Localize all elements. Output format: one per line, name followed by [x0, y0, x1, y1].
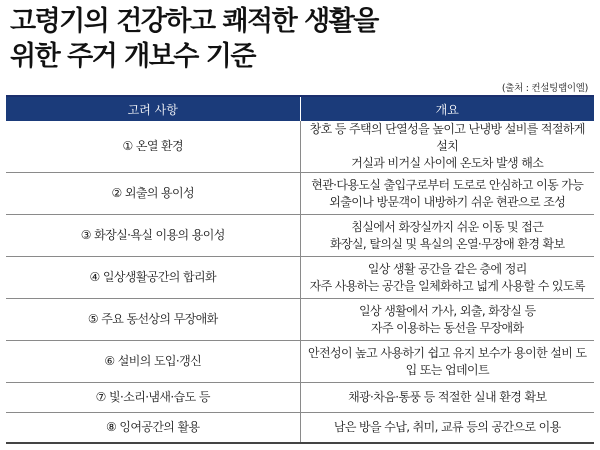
table-row: [6, 413, 594, 444]
row-item: ⑤ 주요 동선상의 무장애화: [6, 299, 300, 341]
title-line-1: 고령기의 건강하고 쾌적한 생활을: [10, 6, 378, 37]
table-header-row: [6, 96, 594, 121]
row-description: 채광·차음·통풍 등 적절한 실내 환경 확보: [300, 383, 594, 413]
description-line: 일상 생활 공간을 같은 층에 정리: [367, 261, 527, 276]
description-line: 창호 등 주택의 단열성을 높이고 난냉방 설비를 적절하게 설치: [309, 122, 585, 153]
row-item: ③ 화장실·욕실 이용의 용이성: [6, 215, 300, 257]
description-line: 화장실, 탈의실 및 욕실의 온열·무장애 환경 확보: [329, 236, 565, 251]
table-row: [6, 215, 594, 257]
row-description: [300, 299, 594, 341]
source-note: (출처 : 컨설팅랩이엘): [501, 83, 588, 94]
row-description: [300, 215, 594, 257]
row-description: 안전성이 높고 사용하기 쉽고 유지 보수가 용이한 설비 도입 또는 업데이트: [300, 341, 594, 383]
table-row: [6, 341, 594, 383]
title-line-2: 위한 주거 개보수 기준: [10, 41, 255, 72]
row-description: [300, 257, 594, 299]
table-row: [6, 121, 594, 173]
description-line: 침실에서 화장실까지 쉬운 이동 및 접근: [351, 219, 544, 234]
description-line: 외출이나 방문객이 내방하기 쉬운 현관으로 조성: [329, 194, 566, 209]
row-item: ② 외출의 용이성: [6, 173, 300, 215]
description-line: 일상 생활에서 가사, 외출, 화장실 등: [359, 303, 536, 318]
page-title: [10, 4, 590, 74]
table-row: [6, 257, 594, 299]
row-item: ⑦ 빛·소리·냄새·습도 등: [6, 383, 300, 413]
row-description: 남은 방을 수납, 취미, 교류 등의 공간으로 이용: [300, 413, 594, 444]
row-item: ④ 일상생활공간의 합리화: [6, 257, 300, 299]
table-row: [6, 299, 594, 341]
description-line: 현관·다용도실 출입구로부터 도로로 안심하고 이동 가능: [311, 177, 584, 192]
table-row: [6, 383, 594, 413]
row-description: [300, 121, 594, 173]
row-item: ⑧ 잉여공간의 활용: [6, 413, 300, 444]
description-line: 자주 이용하는 동선을 무장애화: [370, 320, 524, 335]
criteria-table: [6, 95, 594, 444]
row-description: [300, 173, 594, 215]
row-item: ⑥ 설비의 도입·갱신: [6, 341, 300, 383]
table-row: [6, 173, 594, 215]
description-line: 거실과 비거실 사이에 온도차 발생 해소: [351, 156, 544, 170]
header-overview: 개요: [300, 96, 594, 121]
row-item: ① 온열 환경: [6, 121, 300, 173]
description-line: 자주 사용하는 공간을 일체화하고 넓게 사용할 수 있도록: [309, 278, 585, 293]
header-consideration: 고려 사항: [6, 96, 300, 121]
